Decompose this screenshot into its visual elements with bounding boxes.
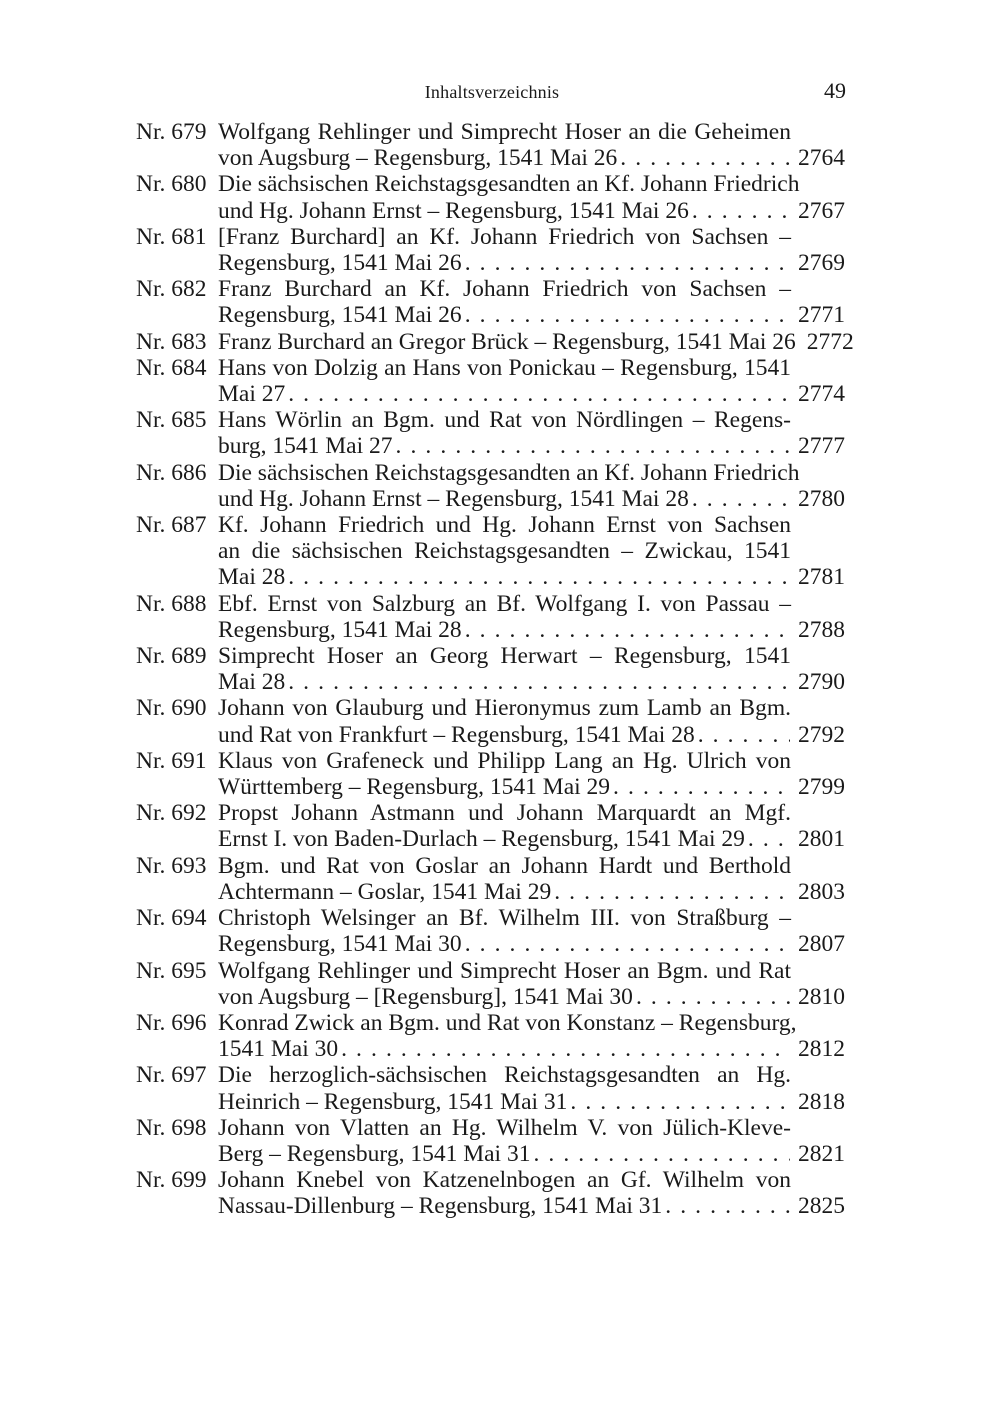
- table-of-contents: [136, 119, 854, 1220]
- entry-line: Die sächsischen Reichstagsgesandten an Kf. Johann Friedrich: [218, 171, 800, 198]
- entry-body: [218, 800, 848, 852]
- entry-line: Die sächsischen Reichstagsgesandten an Kf. Johann Friedrich: [218, 459, 800, 486]
- entry-last-line: [218, 198, 848, 224]
- toc-entry: [136, 328, 854, 355]
- toc-entry: [136, 695, 848, 747]
- entry-page-number: 2792: [798, 721, 845, 748]
- dot-leader: [285, 564, 790, 590]
- entry-line: Regensburg, 1541 Mai 26: [218, 302, 462, 329]
- dot-leader: [393, 433, 790, 459]
- toc-entry: [136, 1167, 848, 1219]
- entry-line: von Augsburg – Regensburg, 1541 Mai 26: [218, 145, 618, 172]
- entry-line: Propst Johann Astmann und Johann Marquardt an Mgf.: [218, 800, 791, 827]
- dot-leader: [662, 1193, 790, 1219]
- running-header: [138, 78, 846, 108]
- entry-number: Nr. 685: [136, 407, 207, 434]
- entry-page-number: 2771: [798, 302, 845, 329]
- entry-line: Mai 27: [218, 381, 286, 408]
- entry-body: [218, 224, 848, 276]
- entry-body: [218, 407, 848, 459]
- dot-leader: [689, 486, 790, 512]
- entry-line: Hans von Dolzig an Hans von Ponickau – Regensburg, 1541: [218, 354, 791, 381]
- entry-page-number: 2781: [798, 564, 845, 591]
- entry-body: [218, 1167, 848, 1219]
- entry-page-number: 2769: [798, 250, 845, 277]
- entry-number: Nr. 697: [136, 1062, 207, 1089]
- entry-page-number: 2774: [798, 381, 845, 408]
- entry-line: Mai 28: [218, 564, 286, 591]
- toc-entry: [136, 958, 848, 1010]
- entry-line: Wolfgang Rehlinger und Simprecht Hoser an die Geheimen: [218, 119, 791, 145]
- entry-line: 1541 Mai 30: [218, 1036, 339, 1063]
- entry-page-number: 2825: [798, 1193, 845, 1220]
- entry-line: und Rat von Frankfurt – Regensburg, 1541 Mai 28: [218, 721, 695, 748]
- entry-body: [218, 328, 854, 355]
- toc-entry: [136, 224, 848, 276]
- entry-last-line: [218, 433, 848, 459]
- entry-body: [218, 643, 848, 695]
- toc-entry: [136, 591, 848, 643]
- entry-last-line: [218, 826, 848, 852]
- entry-last-line: [218, 564, 848, 590]
- entry-last-line: [218, 722, 848, 748]
- entry-page-number: 2772: [806, 328, 854, 355]
- entry-line: Bgm. und Rat von Goslar an Johann Hardt und Berthold: [218, 852, 791, 879]
- dot-leader: [462, 250, 790, 276]
- dot-leader: [530, 1141, 790, 1167]
- dot-leader: [285, 381, 790, 407]
- entry-page-number: 2764: [798, 145, 845, 172]
- entry-last-line: [218, 1141, 848, 1167]
- entry-line: Berg – Regensburg, 1541 Mai 31: [218, 1140, 531, 1167]
- entry-line: Hans Wörlin an Bgm. und Rat von Nördlingen – Regens-: [218, 407, 791, 434]
- toc-entry: [136, 276, 848, 328]
- entry-line: und Hg. Johann Ernst – Regensburg, 1541 Mai 26: [218, 197, 689, 224]
- entry-number: Nr. 695: [136, 957, 207, 984]
- entry-last-line: [218, 617, 848, 643]
- entry-line: Regensburg, 1541 Mai 26: [218, 250, 462, 277]
- entry-last-line: [218, 381, 848, 407]
- dot-leader: [462, 617, 790, 643]
- entry-page-number: 2780: [798, 485, 845, 512]
- entry-line: Achtermann – Goslar, 1541 Mai 29: [218, 878, 552, 905]
- entry-line: Württemberg – Regensburg, 1541 Mai 29: [218, 774, 611, 801]
- entry-body: [218, 905, 848, 957]
- entry-page-number: 2767: [798, 197, 845, 224]
- entry-number: Nr. 699: [136, 1167, 207, 1194]
- entry-last-line: [218, 250, 848, 276]
- dot-leader: [567, 1089, 790, 1115]
- entry-last-line: [218, 984, 848, 1010]
- entry-line: Regensburg, 1541 Mai 30: [218, 931, 462, 958]
- entry-number: Nr. 684: [136, 354, 207, 381]
- entry-last-line: [218, 931, 848, 957]
- entry-line: Konrad Zwick an Bgm. und Rat von Konstanz – Regensburg,: [218, 1009, 797, 1036]
- entry-body: [218, 512, 848, 591]
- entry-page-number: 2812: [798, 1036, 845, 1063]
- entry-line: Die herzoglich-sächsischen Reichstagsgesandten an Hg.: [218, 1062, 791, 1089]
- toc-entry: [136, 853, 848, 905]
- dot-leader: [617, 145, 790, 171]
- entry-page-number: 2807: [798, 931, 845, 958]
- entry-last-line: [218, 879, 848, 905]
- entry-number: Nr. 691: [136, 747, 207, 774]
- entry-number: Nr. 692: [136, 800, 207, 827]
- entry-line: Johann von Vlatten an Hg. Wilhelm V. von Jülich-Kleve-: [218, 1114, 791, 1141]
- entry-line: [Franz Burchard] an Kf. Johann Friedrich von Sachsen –: [218, 223, 791, 250]
- entry-body: [218, 460, 848, 512]
- entry-body: [218, 958, 848, 1010]
- entry-line: Nassau-Dillenburg – Regensburg, 1541 Mai 31: [218, 1193, 663, 1220]
- dot-leader: [610, 774, 790, 800]
- entry-number: Nr. 694: [136, 905, 207, 932]
- dot-leader: [338, 1036, 790, 1062]
- entry-number: Nr. 681: [136, 223, 207, 250]
- entry-line: Kf. Johann Friedrich und Hg. Johann Ernst von Sachsen: [218, 512, 791, 539]
- entry-line: Johann von Glauburg und Hieronymus zum Lamb an Bgm.: [218, 695, 791, 722]
- running-title: Inhaltsverzeichnis: [424, 82, 560, 102]
- entry-line: Heinrich – Regensburg, 1541 Mai 31: [218, 1088, 568, 1115]
- entry-body: [218, 1010, 848, 1062]
- entry-number: Nr. 693: [136, 852, 207, 879]
- toc-entry: [136, 119, 848, 171]
- entry-line: Regensburg, 1541 Mai 28: [218, 616, 462, 643]
- entry-last-line: [218, 1089, 848, 1115]
- page-number: 49: [824, 78, 846, 103]
- entry-number: Nr. 686: [136, 459, 207, 486]
- toc-entry: [136, 905, 848, 957]
- toc-entry: [136, 748, 848, 800]
- entry-line: Mai 28: [218, 669, 286, 696]
- entry-page-number: 2790: [798, 669, 845, 696]
- toc-entry: [136, 800, 848, 852]
- dot-leader: [462, 302, 790, 328]
- entry-line: von Augsburg – [Regensburg], 1541 Mai 30: [218, 983, 633, 1010]
- entry-line: Franz Burchard an Kf. Johann Friedrich von Sachsen –: [218, 276, 791, 303]
- entry-page-number: 2777: [798, 433, 845, 460]
- entry-body: [218, 276, 848, 328]
- entry-page-number: 2803: [798, 878, 845, 905]
- entry-number: Nr. 690: [136, 695, 207, 722]
- entry-line: Ebf. Ernst von Salzburg an Bf. Wolfgang I. von Passau –: [218, 590, 791, 617]
- entry-line: Franz Burchard an Gregor Brück – Regensburg, 1541 Mai 26: [218, 328, 796, 355]
- dot-leader: [745, 826, 790, 852]
- entry-body: [218, 1115, 848, 1167]
- entry-body: [218, 695, 848, 747]
- dot-leader: [551, 879, 790, 905]
- entry-line: burg, 1541 Mai 27: [218, 433, 393, 460]
- entry-body: [218, 171, 848, 223]
- entry-line: Ernst I. von Baden-Durlach – Regensburg, 1541 Mai 29: [218, 826, 745, 853]
- entry-line: an die sächsischen Reichstagsgesandten – Zwickau, 1541: [218, 538, 791, 565]
- entry-body: [218, 853, 848, 905]
- entry-number: Nr. 682: [136, 276, 207, 303]
- entry-number: Nr. 689: [136, 643, 207, 670]
- entry-body: [218, 748, 848, 800]
- toc-entry: [136, 643, 848, 695]
- entry-body: [218, 355, 848, 407]
- entry-page-number: 2810: [798, 983, 845, 1010]
- entry-last-line: [218, 669, 848, 695]
- entry-last-line: [218, 486, 848, 512]
- entry-number: Nr. 698: [136, 1114, 207, 1141]
- entry-number: Nr. 683: [136, 328, 207, 355]
- entry-last-line: [218, 145, 848, 171]
- dot-leader: [689, 198, 790, 224]
- toc-entry: [136, 171, 848, 223]
- toc-entry: [136, 407, 848, 459]
- entry-last-line: [218, 1036, 848, 1062]
- entry-page-number: 2801: [798, 826, 845, 853]
- entry-line: Simprecht Hoser an Georg Herwart – Regensburg, 1541: [218, 643, 791, 670]
- dot-leader: [633, 984, 790, 1010]
- entry-line: und Hg. Johann Ernst – Regensburg, 1541 Mai 28: [218, 485, 689, 512]
- entry-number: Nr. 679: [136, 119, 207, 145]
- entry-page-number: 2788: [798, 616, 845, 643]
- entry-line: Klaus von Grafeneck und Philipp Lang an Hg. Ulrich von: [218, 747, 791, 774]
- entry-body: [218, 1062, 848, 1114]
- entry-line: Wolfgang Rehlinger und Simprecht Hoser an Bgm. und Rat: [218, 957, 791, 984]
- entry-body: [218, 119, 848, 171]
- entry-page-number: 2818: [798, 1088, 845, 1115]
- toc-entry: [136, 355, 848, 407]
- entry-last-line: [218, 1193, 848, 1219]
- toc-entry: [136, 1115, 848, 1167]
- toc-entry: [136, 512, 848, 591]
- entry-number: Nr. 687: [136, 512, 207, 539]
- entry-last-line: [218, 774, 848, 800]
- toc-entry: [136, 1062, 848, 1114]
- toc-entry: [136, 460, 848, 512]
- dot-leader: [695, 722, 790, 748]
- entry-page-number: 2799: [798, 774, 845, 801]
- entry-line: Christoph Welsinger an Bf. Wilhelm III. von Straßburg –: [218, 905, 791, 932]
- dot-leader: [285, 669, 790, 695]
- dot-leader: [796, 329, 799, 355]
- entry-last-line: [218, 328, 854, 355]
- entry-number: Nr. 680: [136, 171, 207, 198]
- dot-leader: [462, 931, 790, 957]
- entry-body: [218, 591, 848, 643]
- toc-entry: [136, 1010, 848, 1062]
- entry-number: Nr. 688: [136, 590, 207, 617]
- entry-page-number: 2821: [798, 1140, 845, 1167]
- entry-last-line: [218, 302, 848, 328]
- entry-line: Johann Knebel von Katzenelnbogen an Gf. Wilhelm von: [218, 1167, 791, 1194]
- entry-number: Nr. 696: [136, 1009, 207, 1036]
